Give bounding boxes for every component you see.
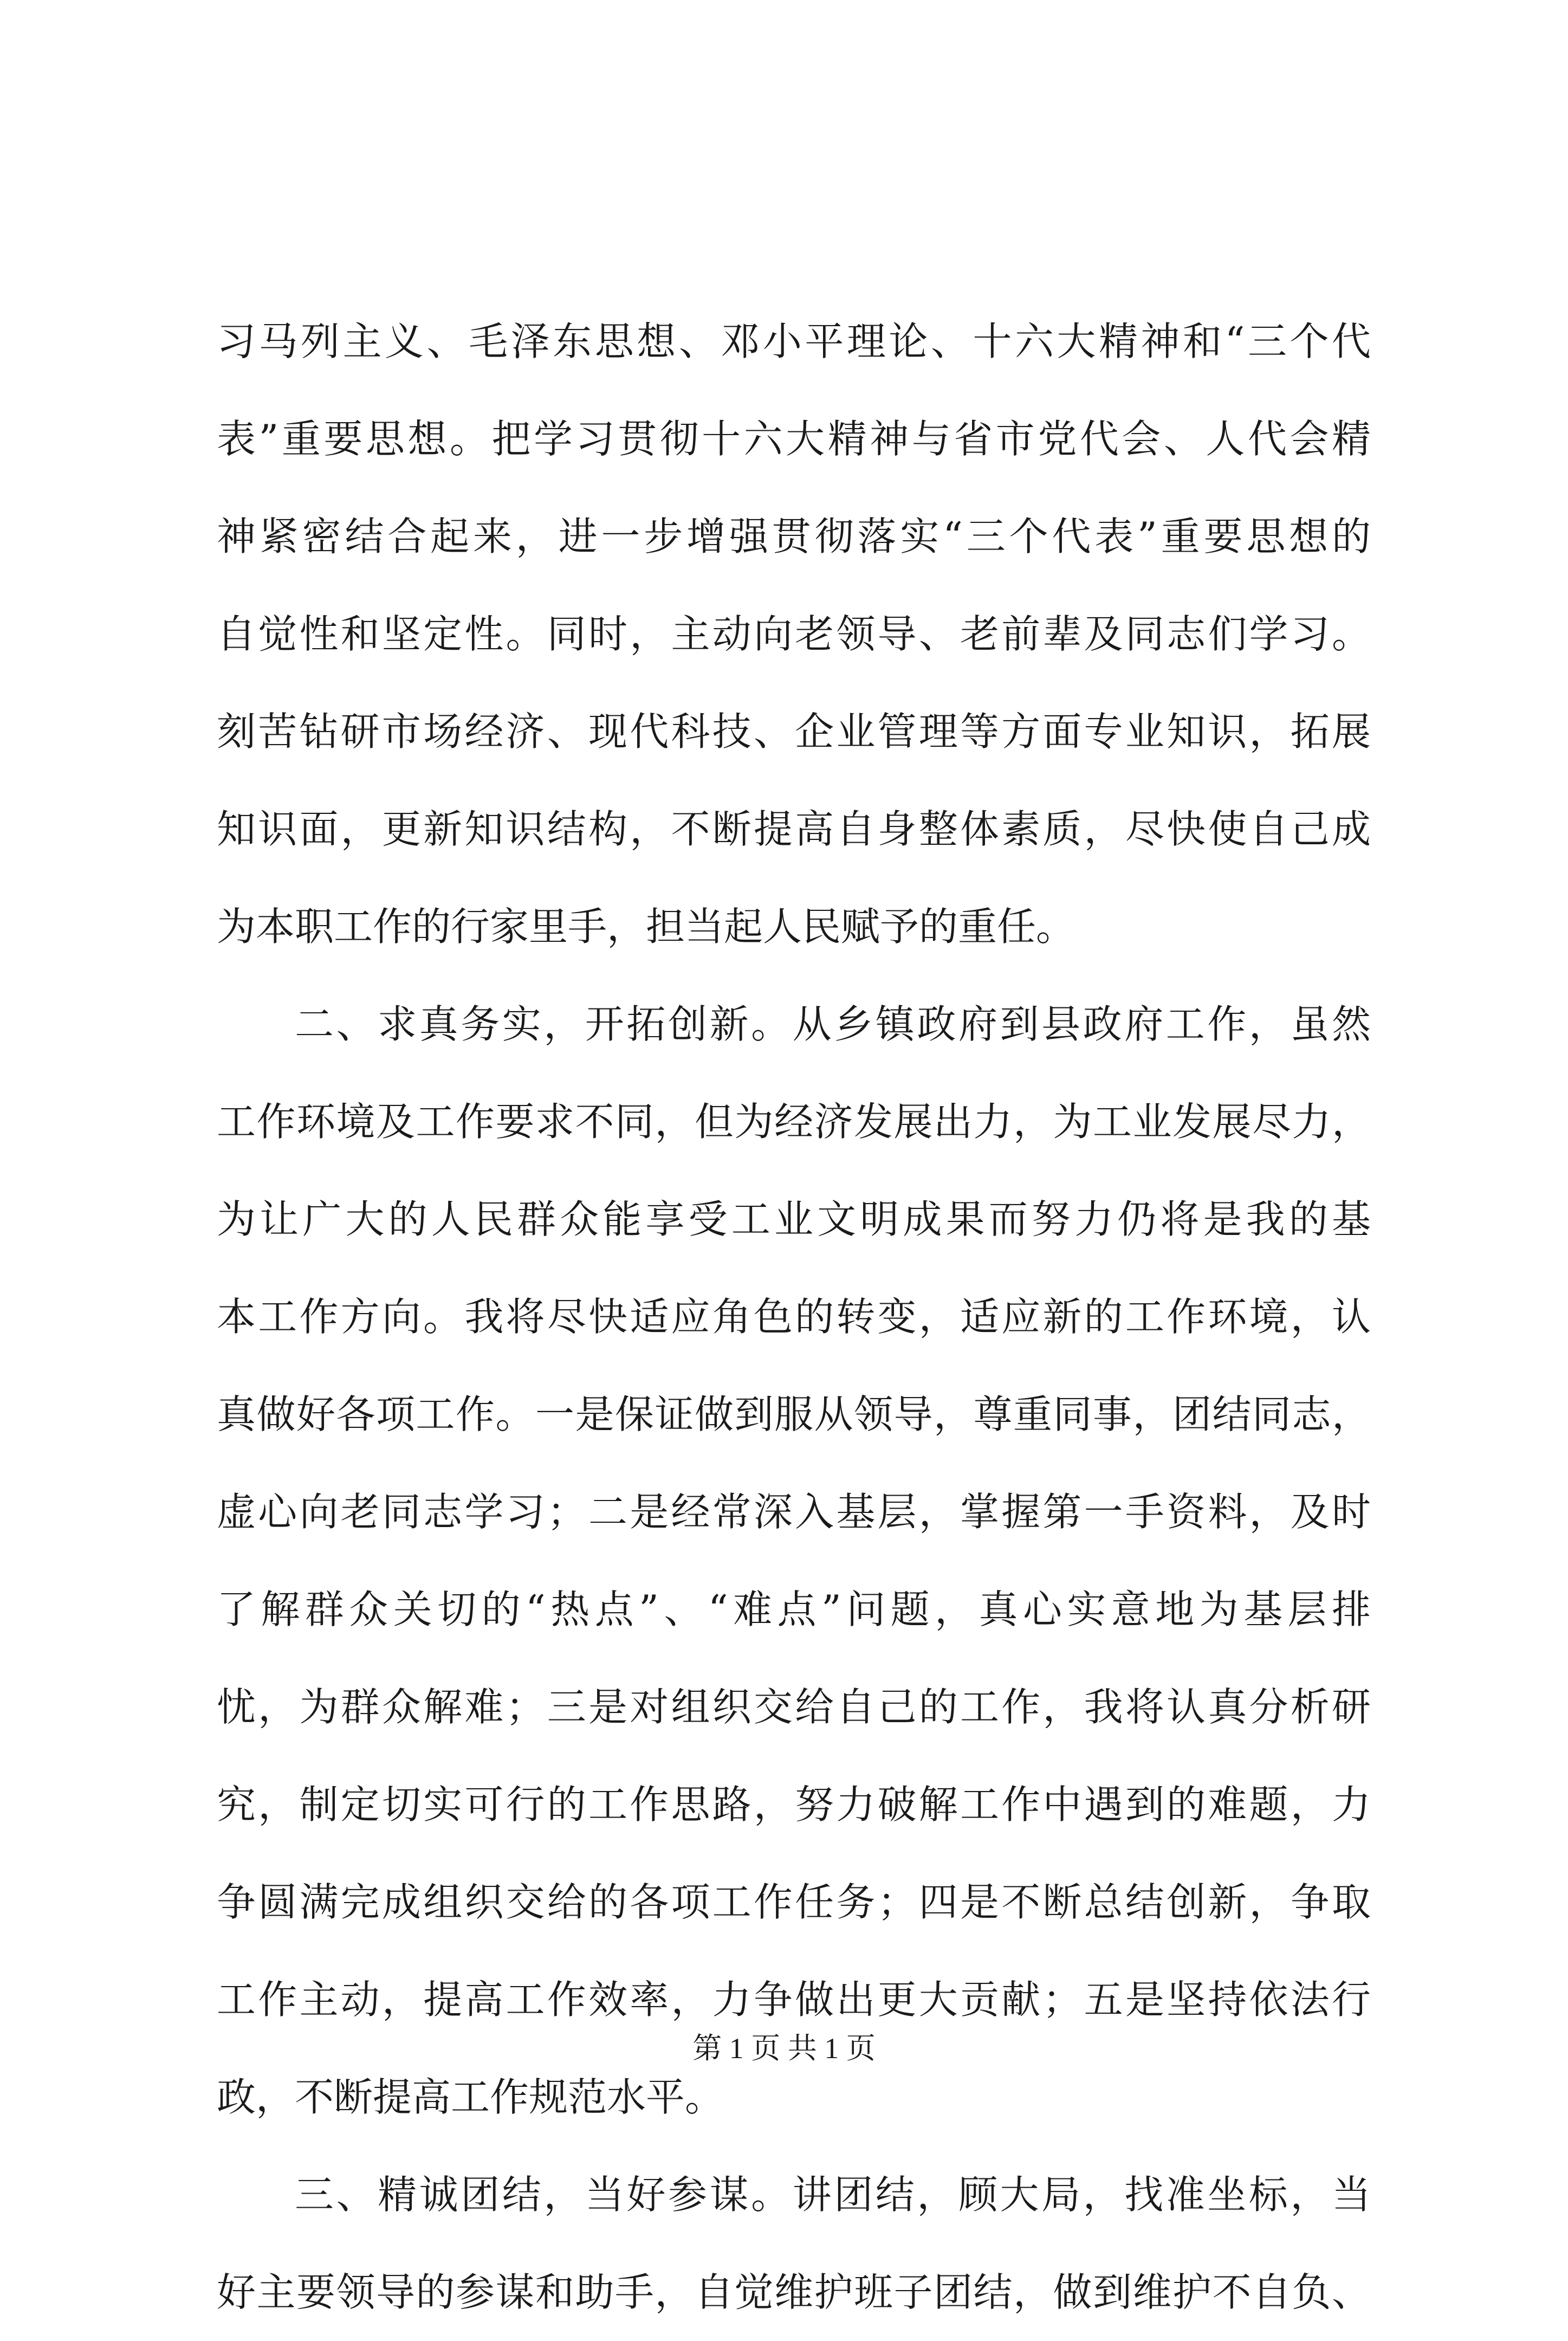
text-line: 虚心向老同志学习；二是经常深入基层，掌握第一手资料，及时 [217, 1489, 1371, 1535]
text-line: 工作主动，提高工作效率，力争做出更大贡献；五是坚持依法行 [217, 1977, 1371, 2022]
page-number-footer: 第 1 页 共 1 页 [692, 2032, 876, 2065]
text-line: 为让广大的人民群众能享受工业文明成果而努力仍将是我的基 [217, 1197, 1371, 1242]
paragraph-heading-line: 三、精诚团结，当好参谋。讲团结，顾大局，找准坐标，当 [295, 2172, 1371, 2217]
text-line: 究，制定切实可行的工作思路，努力破解工作中遇到的难题，力 [217, 1782, 1371, 1827]
text-line: 刻苦钻研市场经济、现代科技、企业管理等方面专业知识，拓展 [217, 709, 1371, 754]
text-line: 习马列主义、毛泽东思想、邓小平理论、十六大精神和“三个代 [217, 319, 1371, 364]
text-line: 真做好各项工作。一是保证做到服从领导，尊重同事，团结同志， [217, 1392, 1371, 1437]
text-line: 好主要领导的参谋和助手，自觉维护班子团结，做到维护不自负、 [217, 2269, 1371, 2315]
text-line: 表”重要思想。把学习贯彻十六大精神与省市党代会、人代会精 [217, 416, 1371, 462]
text-line: 知识面，更新知识结构，不断提高自身整体素质，尽快使自己成 [217, 806, 1371, 852]
text-line: 政，不断提高工作规范水平。 [217, 2074, 724, 2120]
text-line: 忧，为群众解难；三是对组织交给自己的工作，我将认真分析研 [217, 1684, 1371, 1730]
paragraph-heading-line: 二、求真务实，开拓创新。从乡镇政府到县政府工作，虽然 [295, 1001, 1371, 1047]
text-line: 本工作方向。我将尽快适应角色的转变，适应新的工作环境，认 [217, 1294, 1371, 1340]
text-line: 争圆满完成组织交给的各项工作任务；四是不断总结创新，争取 [217, 1879, 1371, 1925]
text-line: 了解群众关切的“热点”、“难点”问题，真心实意地为基层排 [217, 1587, 1371, 1632]
text-line: 神紧密结合起来，进一步增强贯彻落实“三个代表”重要思想的 [217, 514, 1371, 559]
text-line: 为本职工作的行家里手，担当起人民赋予的重任。 [217, 904, 1075, 949]
text-line: 工作环境及工作要求不同，但为经济发展出力，为工业发展尽力， [217, 1099, 1371, 1144]
text-line: 自觉性和坚定性。同时，主动向老领导、老前辈及同志们学习。 [217, 611, 1371, 657]
